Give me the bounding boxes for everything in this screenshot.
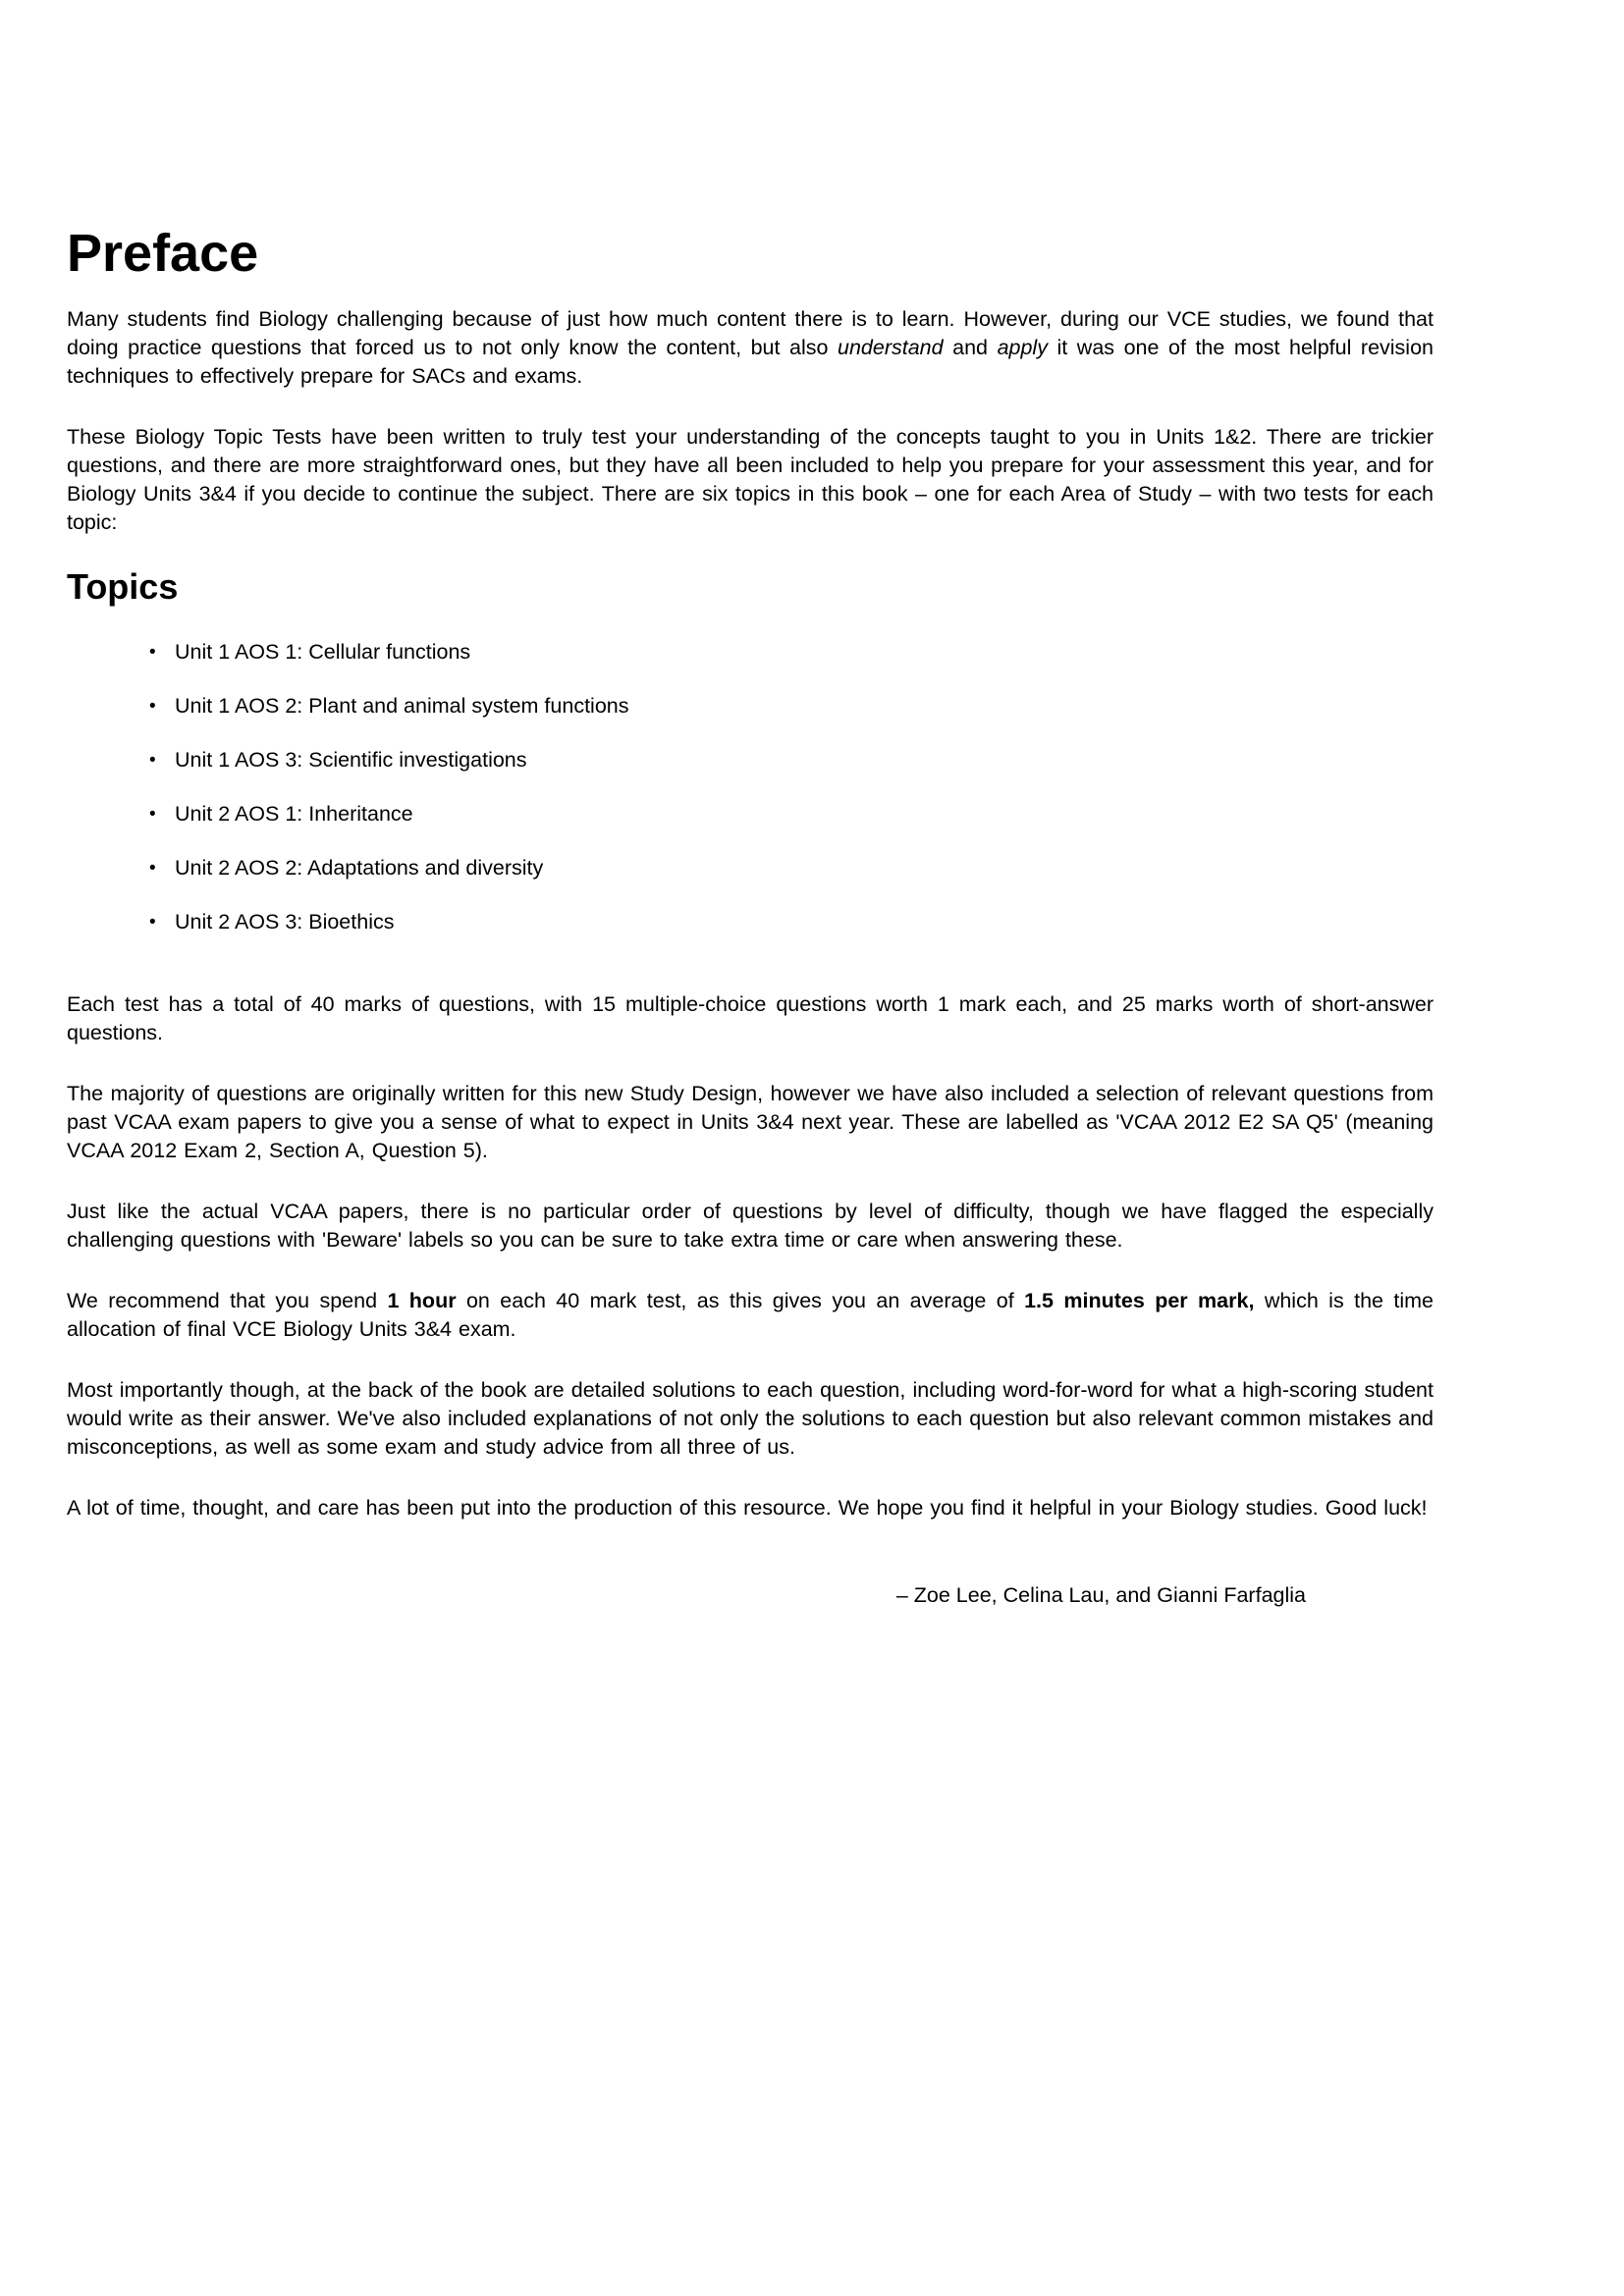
paragraph-question-sources: The majority of questions are originally written for this new Study Design, however we have also included a selection of relevant questions from past VCAA exam papers to give you a sense of what to expect in Units 3&4 next year. These are labelled as 'VCAA 2012 E2 SA Q5' (meaning VCAA 2012 Exam 2, Section A, Question 5). bbox=[67, 1082, 1434, 1163]
paragraph-marks-breakdown: Each test has a total of 40 marks of questions, with 15 multiple-choice questions worth 1 mark each, and 25 marks worth of short-answer questions. bbox=[67, 992, 1434, 1045]
page-title: Preface bbox=[67, 224, 259, 283]
topic-item-unit2-aos3: • Unit 2 AOS 3: Bioethics bbox=[175, 908, 1434, 936]
topic-item-unit2-aos2: • Unit 2 AOS 2: Adaptations and diversity bbox=[175, 854, 1434, 882]
topics-heading: Topics bbox=[67, 565, 179, 607]
intro-paragraph-1: Many students find Biology challenging because of just how much content there is to learn. However, during our VCE studies, we found that doing practice questions that forced us to not only know the content, but also understand and apply it was one of the most helpful revision techniques to effectively prepare for SACs and exams. bbox=[67, 306, 1435, 388]
topic-item-unit1-aos3: • Unit 1 AOS 3: Scientific investigations bbox=[175, 746, 1434, 774]
paragraph-solutions-info: Most importantly though, at the back of the book are detailed solutions to each question, including word-for-word for what a high-scoring student would write as their answer. We've also included explanations of not only the solutions to each question but also relevant common mistakes and misconceptions, as well as some exam and study advice from all three of us. bbox=[67, 1378, 1434, 1460]
paragraph-time-recommendation: We recommend that you spend 1 hour on each 40 mark test, as this gives you an average of 1.5 minutes per mark, which is the time allocation of final VCE Biology Units 3&4 exam. bbox=[67, 1289, 1434, 1342]
topic-item-unit2-aos1: • Unit 2 AOS 1: Inheritance bbox=[175, 800, 1434, 828]
signature-line: – Zoe Lee, Celina Lau, and Gianni Farfaglia bbox=[895, 1583, 1306, 1608]
intro-paragraph-2: These Biology Topic Tests have been written to truly test your understanding of the concepts taught to you in Units 1&2. There are trickier questions, and there are more straightforward ones, but they have all been included to help you prepare for your assessment this year, and for Biology Units 3&4 if you decide to continue the subject. There are six topics in this book – one for each Area of Study – with two tests for each topic: bbox=[67, 424, 1434, 534]
topic-item-unit1-aos1: • Unit 1 AOS 1: Cellular functions bbox=[175, 638, 1434, 667]
topics-list bbox=[67, 638, 1434, 936]
paragraph-difficulty-labels: Just like the actual VCAA papers, there is no particular order of questions by level of difficulty, though we have flagged the especially challenging questions with 'Beware' labels so you can be sure to take extra time or care when answering these. bbox=[67, 1200, 1434, 1253]
page-content bbox=[67, 0, 1434, 1610]
topic-item-unit1-aos2: • Unit 1 AOS 2: Plant and animal system functions bbox=[175, 692, 1434, 721]
paragraph-closing: A lot of time, thought, and care has been put into the production of this resource. We hope you find it helpful in your Biology studies. Good luck! bbox=[67, 1496, 1428, 1521]
